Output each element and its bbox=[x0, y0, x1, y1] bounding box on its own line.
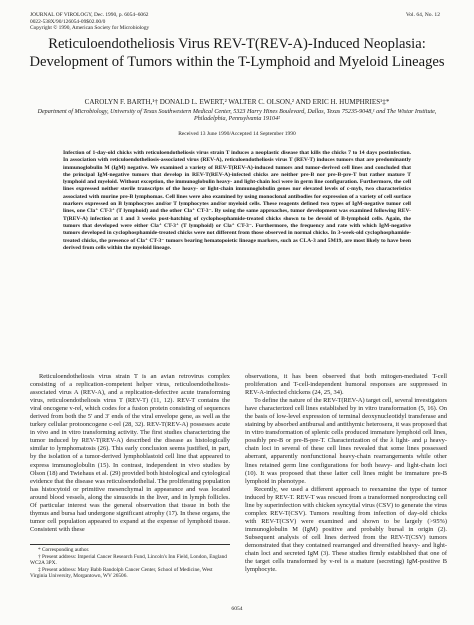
page-number: 6054 bbox=[231, 606, 243, 612]
copyright-line: Copyright © 1990, American Society for Microbiology bbox=[30, 25, 150, 32]
footnote-address-2: ‡ Present address: Mary Babb Randolph Cancer Center, School of Medicine, West Virginia University, Morgantown, WV 26506. bbox=[30, 566, 213, 580]
author-affiliation: Department of Microbiology, University of Texas Southwestern Medical Center, 5323 Harry Hines Boulevard, Dallas, Texas 75235-9048,¹ and The Wistar Institute, Philadelphia, Pennsylvania 19104² bbox=[37, 109, 437, 123]
body-paragraph: Recently, we used a different approach to reexamine the type of tumor induced by REV-T. REV-T was rescued from a transformed nonproducing cell line by superinfection with chicken syncytial virus (CSV) to generate the virus complex REV-T(CSV). Tumors resulting from infection of day-old chicks with REV-T(CSV) were examined and shown to be largely (>95%) immunoglobulin M (IgM) positive and probably bursal in origin (2). Subsequent analysis of cell lines derived from the REV-T(CSV) tumors demonstrated that they contained rearranged and diversified heavy- and light-chain loci and secreted IgM (3). These studies firmly established that one of the target cells transformed by v-rel is a mature (secreting) IgM-positive B lymphocyte. bbox=[245, 485, 447, 574]
journal-citation: JOURNAL OF VIROLOGY, Dec. 1990, p. 6054–6062 bbox=[30, 12, 149, 18]
body-column-left bbox=[30, 373, 230, 534]
issn-line: 0022-538X/90/126054-09$02.00/0 bbox=[30, 18, 106, 25]
body-paragraph: Reticuloendotheliosis virus strain T is an avian retrovirus complex consisting of a replication-competent helper virus, reticuloendotheliosis-associated virus A (REV-A), and a replication-defective acute transforming virus, reticuloendotheliosis virus T (REV-T) (11, 12). REV-T contains the viral oncogene v-rel, which codes for a fusion protein consisting of sequences derived from both the 5′ and 3′ ends of the viral envelope gene, as well as the turkey cellular protooncogene c-rel (28, 32). REV-T(REV-A) possesses acute in vivo and in vitro transforming activity. The first studies characterizing the tumor induced by REV-T(REV-A) described the disease as histologically similar to lymphomatosis (26). This early conclusion seems justified, in part, by the isolation of a tumor-derived lymphoblastoid cell line that appeared to express immunoglobulin (15). In contrast, independent in vivo studies by Olson (18) and Twiehaus et al. (29) provided both histological and cytological evidence that the disease was reticuloendothelial. The proliferating population has histocytoid or primitive mesenchymal in appearance and was located around blood vessels, along the sinusoids in the liver, and in lymph follicles. Of particular interest was the general observation that tissue in both the thymus and bursa had undergone significant atrophy (17). In these organs, the tumor cell population appeared to expand at the expense of lymphoid tissue. Consistent with these bbox=[30, 373, 230, 533]
journal-header bbox=[30, 12, 149, 32]
body-paragraph: observations, it has been observed that both mitogen-mediated T-cell proliferation and T-cell-independent humoral responses are suppressed in REV-A-infected chickens (24, 25, 34). bbox=[245, 373, 447, 397]
body-paragraph: To define the nature of the REV-T(REV-A) target cell, several investigators have characterized cell lines established by in vitro transformation (5, 16). On the basis of low-level expression of terminal deoxynucleotidyl transferase and staining by absorbed antibursal and antithymic heterosera, it was proposed that in vitro transformation of splenic cells produced immature lymphoid cell lines, possibly pre-B or pre-B-pre-T. Characterization of the λ light- and μ heavy-chain loci in several of these cell lines revealed that some lines possessed aberrant, apparently nonfunctional heavy-chain rearrangements while other lines retained germ line configurations for both heavy- and light-chain loci (10). It was proposed that these latter cell lines might be immature pre-B lymphoid in phenotype. bbox=[245, 397, 447, 485]
article-title: Reticuloendotheliosis Virus REV-T(REV-A)-Induced Neoplasia: Development of Tumors within the T-Lymphoid and Myeloid Lineages bbox=[29, 36, 445, 70]
author-list: CAROLYN F. BARTH,¹† DONALD L. EWERT,² WALTER C. OLSON,² AND ERIC H. HUMPHRIES¹‡* bbox=[84, 98, 390, 106]
volume-issue: Vol. 64, No. 12 bbox=[405, 12, 440, 18]
body-column-right bbox=[245, 373, 447, 574]
footnotes bbox=[30, 544, 230, 580]
footnote-address-1: † Present address: Imperial Cancer Research Fund, Lincoln's Inn Field, London, England WC2A 3PX. bbox=[30, 553, 227, 567]
footnote-corresponding: * Corresponding author. bbox=[38, 547, 90, 553]
received-dates: Received 13 June 1990/Accepted 14 September 1990 bbox=[178, 131, 296, 137]
abstract: Infection of 1-day-old chicks with reticuloendotheliosis virus strain T induces a neoplastic disease that kills the chicks 7 to 14 days postinfection. In association with reticuloendotheliosis-associated virus (REV-A), reticuloendotheliosis virus T (REV-T) induces tumors that are predominantly immunoglobulin M (IgM) negative. We examined a variety of REV-T(REV-A)-induced tumors and tumor-derived cell lines and concluded that the principal IgM-negative tumors that develop in REV-T(REV-A)-infected chicks are neither pre-B nor pre-B-pre-T but rather mature T lymphoid and myeloid. Without exception, the immunoglobulin heavy- and light-chain loci were in germ line configuration. Furthermore, the cell lines expressed neither sterile transcripts of the heavy- or light-chain immunoglobulin genes nor elevated levels of c-myb, two characteristics associated with murine pre-B lymphomas. Cell lines were also examined by using monoclonal antibodies for expression of a variety of cell surface markers expressed on B lymphocytes and/or T lymphocytes and/or myeloid cells. These reagents defined two types of IgM-negative tumor cell lines, one Cla⁺ CT-3⁺ (T lymphoid) and the other Cla⁺ CT-3⁻. By using the same approaches, tumor development was examined following REV-T(REV-A) infection at 1 and 3 weeks post-hatching of cyclophosphamide-treated chicks shown to be devoid of B-lymphoid cells. Again, the tumors that developed were either Cla⁺ CT-3⁺ (T lymphoid) or Cla⁺ CT-3⁻. Furthermore, the frequency and rate with which IgM-negative tumors developed in cyclophosphamide-treated chicks were not different from those observed in normal chicks. In 3-week-old cyclophosphamide-treated chicks, the presence of Cla⁺ CT-3⁻ tumors bearing hematopoietic lineage markers, such as CLA-3 and 5M19, are most likely to have been derived from cells within the myeloid lineage. bbox=[63, 150, 411, 251]
